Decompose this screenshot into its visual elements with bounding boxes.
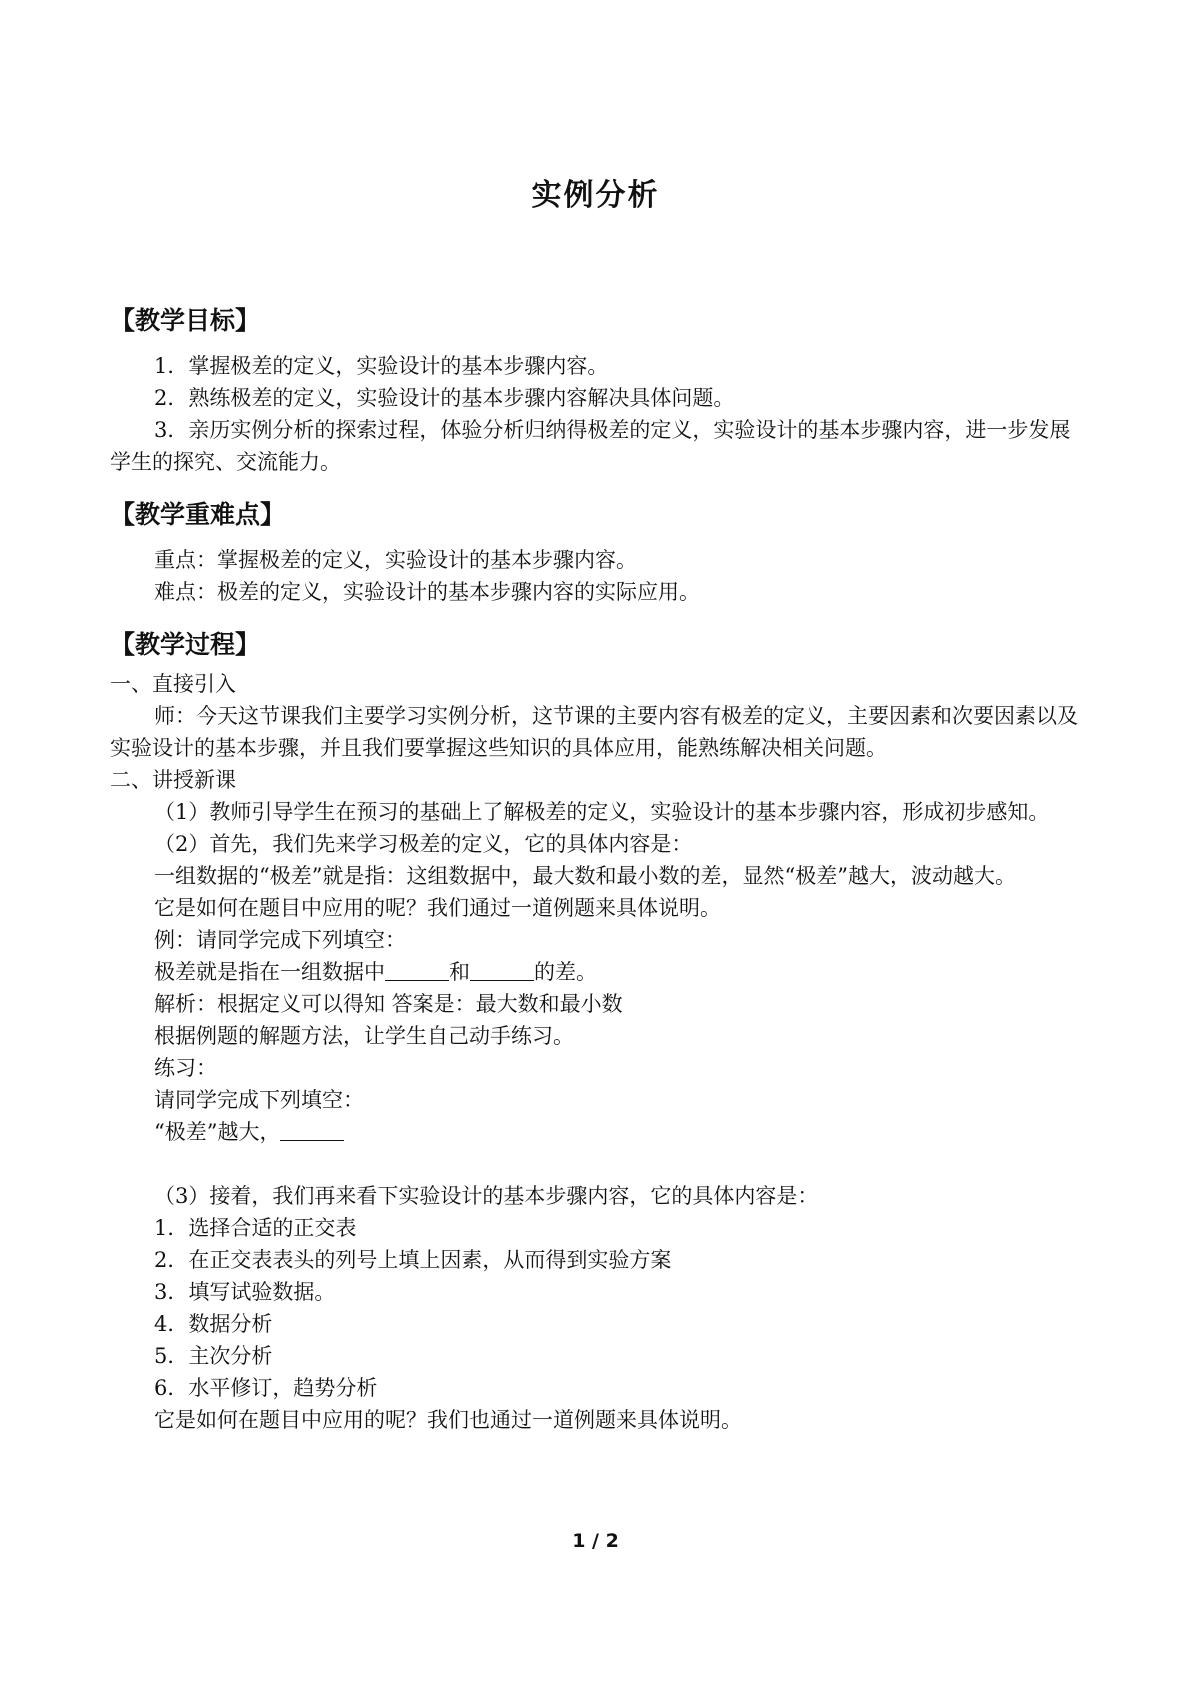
process-paragraph: （3）接着，我们再来看下实验设计的基本步骤内容，它的具体内容是：	[154, 1184, 819, 1208]
keypoints-heading: 【教学重难点】	[110, 500, 286, 529]
example-answer: 解析：根据定义可以得知 答案是：最大数和最小数	[154, 992, 623, 1016]
keypoint-item: 难点：极差的定义，实验设计的基本步骤内容的实际应用。	[154, 580, 700, 604]
document-body	[110, 298, 1090, 1436]
page-number: 1 / 2	[572, 1530, 619, 1552]
step-item: 2．在正交表表头的列号上填上因素，从而得到实验方案	[154, 1248, 672, 1272]
practice-question	[110, 1116, 1090, 1148]
process-paragraph: 它是如何在题目中应用的呢？我们通过一道例题来具体说明。	[154, 896, 721, 920]
example-text-b: 和	[449, 960, 470, 984]
fill-blank	[280, 1118, 344, 1141]
practice-label: 练习：	[154, 1056, 217, 1080]
process-paragraph: 根据例题的解题方法，让学生自己动手练习。	[154, 1024, 574, 1048]
step-item: 5．主次分析	[154, 1344, 273, 1368]
keypoint-item: 重点：掌握极差的定义，实验设计的基本步骤内容。	[154, 548, 637, 572]
process-paragraph: （1）教师引导学生在预习的基础上了解极差的定义，实验设计的基本步骤内容，形成初步感知。	[154, 800, 1050, 824]
part2-title: 二、讲授新课	[110, 768, 236, 792]
step-item: 6．水平修订，趋势分析	[154, 1376, 378, 1400]
practice-text: “极差”越大，	[154, 1120, 281, 1144]
goal-item: 1．掌握极差的定义，实验设计的基本步骤内容。	[154, 354, 609, 378]
example-question	[110, 956, 1090, 988]
goal-item: 3．亲历实例分析的探索过程，体验分析归纳得极差的定义，实验设计的基本步骤内容，进一步发展学生的探究、交流能力。	[110, 418, 1071, 474]
page-title: 实例分析	[531, 178, 660, 213]
fill-blank	[385, 958, 449, 981]
process-paragraph: 它是如何在题目中应用的呢？我们也通过一道例题来具体说明。	[154, 1408, 742, 1432]
process-paragraph: （2）首先，我们先来学习极差的定义，它的具体内容是：	[154, 832, 693, 856]
part1-text: 师：今天这节课我们主要学习实例分析，这节课的主要内容有极差的定义，主要因素和次要因素以及实验设计的基本步骤，并且我们要掌握这些知识的具体应用，能熟练解决相关问题。	[110, 704, 1078, 760]
practice-prompt: 请同学完成下列填空：	[154, 1088, 364, 1112]
goals-heading: 【教学目标】	[110, 306, 261, 335]
step-item: 4．数据分析	[154, 1312, 273, 1336]
example-text-c: 的差。	[534, 960, 597, 984]
process-paragraph: 一组数据的“极差”就是指：这组数据中，最大数和最小数的差，显然“极差”越大，波动越大。	[154, 864, 1016, 888]
example-prompt: 例：请同学完成下列填空：	[154, 928, 406, 952]
fill-blank	[470, 958, 534, 981]
process-heading: 【教学过程】	[110, 630, 261, 659]
example-text-a: 极差就是指在一组数据中	[154, 960, 385, 984]
goal-item: 2．熟练极差的定义，实验设计的基本步骤内容解决具体问题。	[154, 386, 735, 410]
step-item: 3．填写试验数据。	[154, 1280, 336, 1304]
part1-title: 一、直接引入	[110, 672, 236, 696]
step-item: 1．选择合适的正交表	[154, 1216, 357, 1240]
